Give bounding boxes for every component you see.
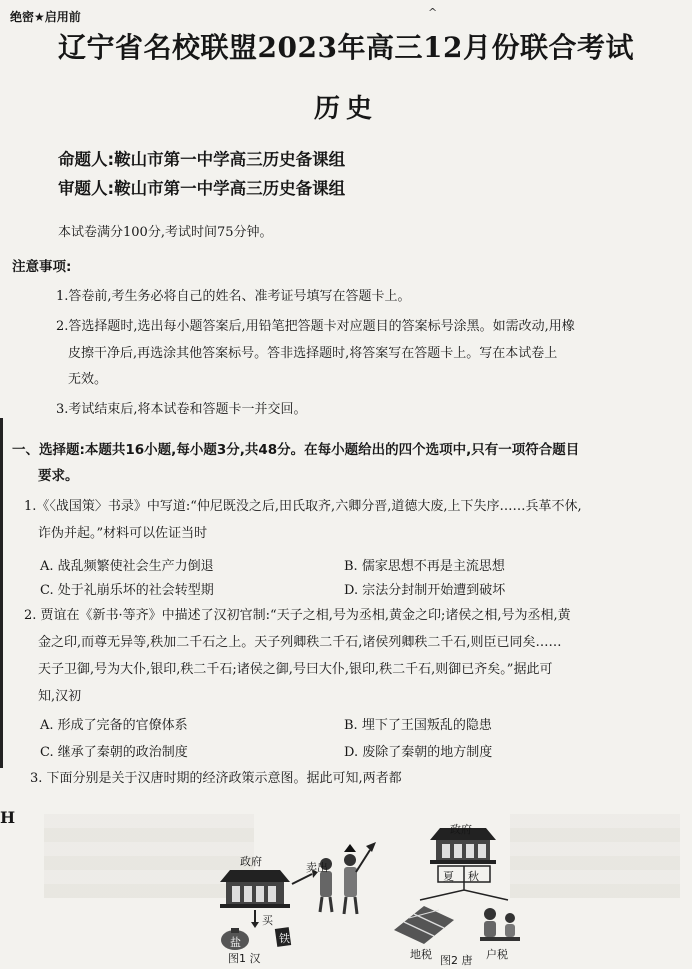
- margin-mark: H: [0, 808, 16, 827]
- exam-title: 辽宁省名校联盟2023年高三12月份联合考试: [58, 31, 634, 64]
- fig2-farmland-icon: [394, 906, 454, 944]
- q2-option-c: C. 继承了秦朝的政治制度: [40, 745, 188, 760]
- q3-stem: 3. 下面分别是关于汉唐时期的经济政策示意图。据此可知,两者都: [30, 771, 402, 786]
- q1-option-b: B. 儒家思想不再是主流思想: [344, 559, 505, 574]
- fig2-caption: 图2 唐: [440, 954, 473, 967]
- q1-stem-line-2: 诈伪并起。”材料可以佐证当时: [38, 526, 208, 541]
- fig1-government-building-icon: [220, 870, 290, 908]
- q1-stem-line-1: 1.《〈战国策〉书录》中写道:“仲尼既没之后,田氏取齐,六卿分晋,道德大废,上下失序……兵革不休,: [24, 499, 582, 514]
- figure-2-tang-diagram: [390, 820, 540, 965]
- fig2-summer-label: 夏: [443, 870, 454, 883]
- fig2-land-tax-label: 地税: [410, 948, 432, 961]
- fig1-caption: 图1 汉: [228, 952, 261, 965]
- section-heading-line-1: 一、选择题:本题共16小题,每小题3分,共48分。在每小题给出的四个选项中,只有一项符合题目: [12, 442, 580, 458]
- fig1-iron-label: 铁: [279, 932, 290, 945]
- notes-heading: 注意事项:: [12, 259, 72, 275]
- q2-option-d: D. 废除了秦朝的地方制度: [344, 745, 493, 760]
- section-heading-line-2: 要求。: [38, 468, 79, 484]
- fig1-salt-label: 盐: [230, 936, 241, 949]
- question-setter: 命题人:鞍山市第一中学高三历史备课组: [58, 150, 346, 169]
- secret-label: 绝密★启用前: [10, 10, 81, 24]
- q2-stem-line-4: 知,汉初: [38, 689, 82, 704]
- question-reviewer: 审题人:鞍山市第一中学高三历史备课组: [58, 179, 346, 198]
- q1-option-c: C. 处于礼崩乐坏的社会转型期: [40, 583, 214, 598]
- q2-stem-line-3: 天子卫御,号为大仆,银印,秩二千石;诸侯之御,号曰大仆,银印,秩二千石,则御已齐矣。”据此可: [38, 662, 553, 677]
- q2-stem-line-1: 2. 贾谊在《新书·等齐》中描述了汉初官制:“天子之相,号为丞相,黄金之印;诸侯之相,号为丞相,黄: [24, 608, 571, 623]
- note-1: 1.答卷前,考生务必将自己的姓名、准考证号填写在答题卡上。: [56, 289, 411, 304]
- q2-stem-line-2: 金之印,而尊无异等,秩加二千石之上。天子列卿秩二千石,诸侯列卿秩二千石,则臣已同矣……: [38, 635, 562, 650]
- binding-line: [0, 418, 3, 768]
- note-2-line-2: 皮擦干净后,再选涂其他答案标号。答非选择题时,将答案写在答题卡上。写在本试卷上: [68, 346, 558, 361]
- fig1-people-icon: [320, 842, 376, 914]
- fig2-household-icon: [480, 908, 520, 941]
- section-heading: [12, 437, 684, 489]
- q2-option-b: B. 埋下了王国叛乱的隐患: [344, 718, 492, 733]
- q2-option-a: A. 形成了完备的官僚体系: [40, 718, 188, 733]
- note-2-line-1: 2.答选择题时,选出每小题答案后,用铅笔把答题卡对应题目的答案标号涂黑。如需改动,用橡: [56, 319, 575, 334]
- fig2-autumn-label: 秋: [468, 870, 479, 883]
- fig1-buy-label: 买: [262, 914, 273, 927]
- subject-title: 历史: [313, 94, 378, 124]
- note-3: 3.考试结束后,将本试卷和答题卡一并交回。: [56, 402, 307, 417]
- fig2-gov-label: 政府: [450, 823, 472, 836]
- caret-mark: ^: [428, 6, 438, 19]
- q1-option-d: D. 宗法分封制开始遭到破坏: [344, 583, 506, 598]
- fig2-household-tax-label: 户税: [486, 948, 508, 961]
- exam-info: 本试卷满分100分,考试时间75分钟。: [58, 225, 273, 240]
- fig1-sell-label: 卖出: [306, 861, 328, 874]
- q1-option-a: A. 战乱频繁使社会生产力倒退: [40, 559, 214, 574]
- fig1-gov-label: 政府: [240, 855, 262, 868]
- note-2-line-3: 无效。: [68, 372, 108, 387]
